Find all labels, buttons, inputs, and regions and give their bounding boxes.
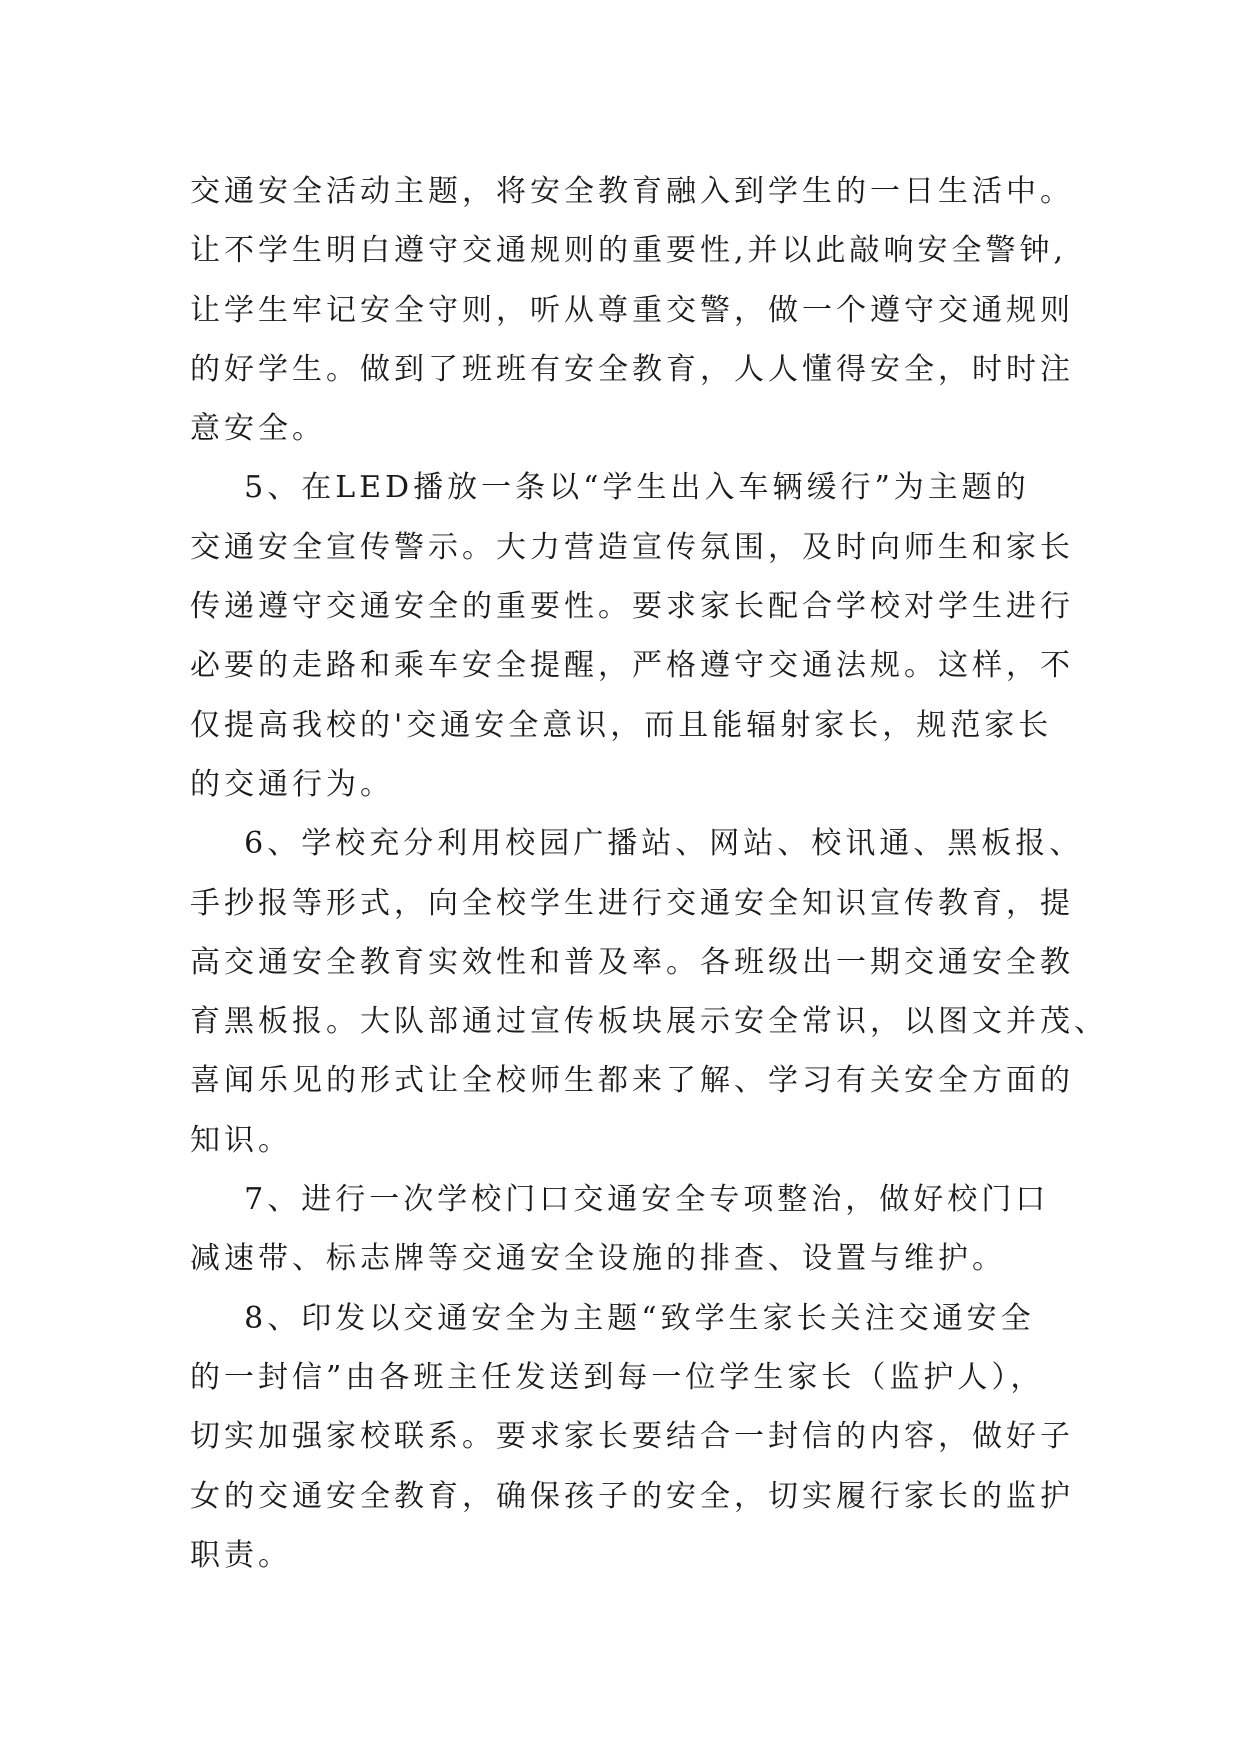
text-line: 减速带、标志牌等交通安全设施的排查、设置与维护。 (190, 1241, 1006, 1277)
text-line: 女的交通安全教育，确保孩子的安全，切实履行家长的监护 (190, 1478, 1074, 1514)
text-line: 让学生牢记安全守则，听从尊重交警，做一个遵守交通规则 (190, 292, 1074, 328)
text-line: 的交通行为。 (190, 766, 394, 802)
text-line: 让不学生明白遵守交通规则的重要性,并以此敲响安全警钟, (190, 233, 1068, 269)
text-line: 手抄报等形式，向全校学生进行交通安全知识宣传教育，提 (190, 885, 1074, 921)
text-line: 8、印发以交通安全为主题“致学生家长关注交通安全 (190, 1300, 1035, 1336)
text-line: 的一封信”由各班主任发送到每一位学生家长（监护人）， (190, 1359, 1045, 1395)
text-line: 传递遵守交通安全的重要性。要求家长配合学校对学生进行 (190, 589, 1074, 625)
body-text (190, 162, 1108, 1585)
text-line: 职责。 (190, 1537, 292, 1573)
text-line: 5、在LED播放一条以“学生出入车辆缓行”为主题的 (190, 470, 1030, 506)
text-line: 喜闻乐见的形式让全校师生都来了解、学习有关安全方面的 (190, 1063, 1074, 1099)
text-line: 交通安全活动主题，将安全教育融入到学生的一日生活中。 (190, 174, 1074, 209)
text-line: 的好学生。做到了班班有安全教育，人人懂得安全，时时注 (190, 351, 1074, 387)
text-line: 知识。 (190, 1122, 292, 1158)
text-line: 育黑板报。大队部通过宣传板块展示安全常识，以图文并茂、 (190, 1004, 1108, 1040)
text-line: 仅提高我校的'交通安全意识，而且能辐射家长，规范家长 (190, 707, 1053, 743)
text-line: 高交通安全教育实效性和普及率。各班级出一期交通安全教 (190, 944, 1074, 980)
text-line: 必要的走路和乘车安全提醒，严格遵守交通法规。这样，不 (190, 648, 1074, 684)
text-line: 7、进行一次学校门口交通安全专项整治，做好校门口 (190, 1182, 1050, 1218)
text-line: 6、学校充分利用校园广播站、网站、校讯通、黑板报、 (190, 826, 1084, 862)
text-line: 意安全。 (190, 411, 326, 447)
text-line: 交通安全宣传警示。大力营造宣传氛围，及时向师生和家长 (190, 529, 1074, 565)
text-line: 切实加强家校联系。要求家长要结合一封信的内容，做好子 (190, 1419, 1074, 1455)
